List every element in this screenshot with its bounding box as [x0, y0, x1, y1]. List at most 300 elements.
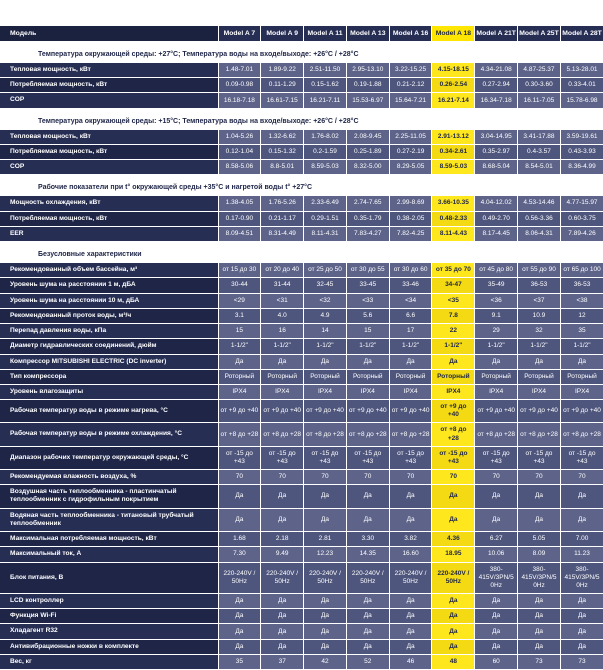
spec-value-cell: 3.82: [389, 532, 432, 547]
spec-value-cell: 3.30: [346, 532, 389, 547]
table-row: [0, 339, 603, 354]
row-label: Потребляемая мощность, кВт: [0, 144, 218, 159]
row-label: Рабочая температур воды в режиме охлаждения, °C: [0, 423, 218, 446]
spec-value-cell: 2.81: [304, 532, 347, 547]
spec-value-cell-highlighted: Да: [432, 485, 475, 508]
spec-value-cell: 8.17-4.45: [475, 226, 518, 241]
spec-value-cell: 8.06-4.31: [518, 226, 561, 241]
spec-value-cell: Да: [518, 593, 561, 608]
spec-value-cell: 2.08-9.45: [346, 130, 389, 145]
spec-value-cell: 2.95-13.10: [346, 63, 389, 78]
spec-value-cell: 4.04-12.02: [475, 196, 518, 211]
spec-value-cell: Да: [389, 639, 432, 654]
row-label: Перепад давления воды, кПа: [0, 324, 218, 339]
spec-value-cell: <29: [218, 293, 261, 308]
row-label: Максимальная потребляемая мощность, кВт: [0, 532, 218, 547]
spec-value-cell-highlighted: 18.95: [432, 547, 475, 562]
spec-value-cell: 37: [261, 654, 304, 669]
spec-value-cell: 0.38-2.05: [389, 211, 432, 226]
spec-value-cell: 8.59-5.03: [304, 160, 347, 175]
spec-value-cell: 220-240V / 50Hz: [304, 562, 347, 593]
table-row: [0, 160, 603, 175]
table-row: [0, 593, 603, 608]
table-row: [0, 609, 603, 624]
section-title-row: [0, 175, 603, 197]
row-label: COP: [0, 93, 218, 108]
table-row: [0, 63, 603, 78]
spec-value-cell: 6.6: [389, 308, 432, 323]
spec-value-cell: Роторный: [346, 369, 389, 384]
spec-value-cell: Да: [389, 354, 432, 369]
table-row: [0, 369, 603, 384]
spec-value-cell: 0.19-1.88: [346, 78, 389, 93]
spec-value-cell: 1.68: [218, 532, 261, 547]
table-row: [0, 654, 603, 669]
spec-value-cell: 5.13-28.01: [560, 63, 603, 78]
spec-value-cell: 1-1/2": [560, 339, 603, 354]
spec-value-cell-highlighted: 16.21-7.14: [432, 93, 475, 108]
spec-value-cell: IPX4: [261, 384, 304, 399]
spec-value-cell: 4.77-15.97: [560, 196, 603, 211]
spec-value-cell: 1.89-9.22: [261, 63, 304, 78]
spec-value-cell: Да: [389, 624, 432, 639]
row-label: Уровень шума на расстоянии 1 м, дБА: [0, 278, 218, 293]
spec-value-cell: 70: [518, 469, 561, 484]
spec-value-cell: 1.76-8.02: [304, 130, 347, 145]
spec-value-cell: <38: [560, 293, 603, 308]
spec-value-cell: 16.60: [389, 547, 432, 562]
spec-value-cell: IPX4: [560, 384, 603, 399]
spec-value-cell: 8.09-4.51: [218, 226, 261, 241]
spec-value-cell: IPX4: [218, 384, 261, 399]
spec-value-cell: Да: [304, 624, 347, 639]
spec-value-cell-highlighted: 48: [432, 654, 475, 669]
spec-value-cell: Да: [475, 639, 518, 654]
spec-value-cell: 7.00: [560, 532, 603, 547]
spec-value-cell: 12: [560, 308, 603, 323]
spec-value-cell: Да: [304, 508, 347, 531]
model-header: Model A 13: [346, 26, 389, 42]
spec-value-cell-highlighted: 2.91-13.12: [432, 130, 475, 145]
spec-value-cell: 5.6: [346, 308, 389, 323]
spec-value-cell: 36-53: [560, 278, 603, 293]
spec-value-cell: от -15 до +43: [518, 446, 561, 469]
spec-value-cell: Да: [560, 609, 603, 624]
table-row: [0, 562, 603, 593]
spec-value-cell: Да: [304, 593, 347, 608]
spec-value-cell: 1-1/2": [346, 339, 389, 354]
row-label: Мощность охлаждения, кВт: [0, 196, 218, 211]
model-header: Model A 25T: [518, 26, 561, 42]
spec-value-cell: 380-415V/3PN/50Hz: [518, 562, 561, 593]
row-label: Уровень влагозащиты: [0, 384, 218, 399]
spec-value-cell: Да: [475, 508, 518, 531]
spec-value-cell-highlighted: от -15 до +43: [432, 446, 475, 469]
spec-value-cell: Да: [518, 485, 561, 508]
spec-value-cell: Да: [218, 624, 261, 639]
spec-value-cell: Роторный: [218, 369, 261, 384]
spec-value-cell: 70: [304, 469, 347, 484]
spec-value-cell: Роторный: [261, 369, 304, 384]
spec-value-cell: 4.87-25.37: [518, 63, 561, 78]
row-label: Блок питания, В: [0, 562, 218, 593]
spec-value-cell: 1-1/2": [304, 339, 347, 354]
spec-value-cell: 8.58-5.06: [218, 160, 261, 175]
section-title: Рабочие показатели при t° окружающей среды +35°C и нагретой воды t° +27°C: [0, 175, 603, 197]
spec-value-cell: Да: [261, 593, 304, 608]
spec-value-cell: 33-45: [346, 278, 389, 293]
spec-value-cell-highlighted: 8.11-4.43: [432, 226, 475, 241]
row-label: Водяная часть теплообменника - титановый трубчатый теплообменник: [0, 508, 218, 531]
spec-value-cell: 2.99-8.69: [389, 196, 432, 211]
spec-value-cell: 16: [261, 324, 304, 339]
table-row: [0, 293, 603, 308]
spec-value-cell: 2.18: [261, 532, 304, 547]
spec-value-cell: от 65 до 100: [560, 263, 603, 278]
row-label: Функция Wi-Fi: [0, 609, 218, 624]
row-label: Диаметр гидравлических соединений, дюйм: [0, 339, 218, 354]
spec-value-cell: 15.53-6.97: [346, 93, 389, 108]
spec-table-body: [0, 26, 603, 670]
spec-value-cell: 0.2-1.59: [304, 144, 347, 159]
spec-value-cell: Да: [389, 609, 432, 624]
model-header: Model A 11: [304, 26, 347, 42]
spec-value-cell: Да: [475, 624, 518, 639]
spec-value-cell: 1-1/2": [261, 339, 304, 354]
spec-value-cell: от +8 до +28: [389, 423, 432, 446]
spec-value-cell: 2.51-11.50: [304, 63, 347, 78]
row-label: Максимальный ток, А: [0, 547, 218, 562]
spec-value-cell: 32: [518, 324, 561, 339]
spec-value-cell: Да: [218, 639, 261, 654]
row-label: Тип компрессора: [0, 369, 218, 384]
spec-value-cell: Да: [346, 609, 389, 624]
spec-value-cell: 4.9: [304, 308, 347, 323]
row-label: EER: [0, 226, 218, 241]
spec-value-cell: 70: [218, 469, 261, 484]
table-row: [0, 93, 603, 108]
spec-value-cell-highlighted: Да: [432, 639, 475, 654]
spec-value-cell: 380-415V/3PN/50Hz: [560, 562, 603, 593]
spec-value-cell: 15: [346, 324, 389, 339]
spec-value-cell: <31: [261, 293, 304, 308]
spec-value-cell: 0.21-1.17: [261, 211, 304, 226]
spec-value-cell: 4.34-21.08: [475, 63, 518, 78]
spec-value-cell: 2.33-6.49: [304, 196, 347, 211]
spec-value-cell: 7.89-4.26: [560, 226, 603, 241]
spec-value-cell: 0.25-1.89: [346, 144, 389, 159]
spec-value-cell: 220-240V / 50Hz: [261, 562, 304, 593]
spec-value-cell: 8.09: [518, 547, 561, 562]
row-label: Тепловая мощность, кВт: [0, 130, 218, 145]
spec-value-cell: 1.48-7.01: [218, 63, 261, 78]
spec-value-cell: 2.74-7.65: [346, 196, 389, 211]
spec-value-cell-highlighted: 70: [432, 469, 475, 484]
spec-value-cell: Да: [346, 639, 389, 654]
spec-value-cell: 0.56-3.36: [518, 211, 561, 226]
spec-value-cell: Да: [518, 624, 561, 639]
spec-value-cell: 2.25-11.05: [389, 130, 432, 145]
spec-value-cell: 1-1/2": [518, 339, 561, 354]
table-row: [0, 446, 603, 469]
spec-value-cell: Да: [304, 354, 347, 369]
table-row: [0, 547, 603, 562]
spec-value-cell: IPX4: [389, 384, 432, 399]
spec-value-cell: 1.76-5.26: [261, 196, 304, 211]
spec-value-cell: 0.60-3.75: [560, 211, 603, 226]
spec-value-cell-highlighted: Роторный: [432, 369, 475, 384]
spec-value-cell: Да: [518, 354, 561, 369]
spec-value-cell: от +8 до +28: [304, 423, 347, 446]
row-label: Вес, кг: [0, 654, 218, 669]
spec-value-cell: Да: [518, 609, 561, 624]
spec-value-cell: 46: [389, 654, 432, 669]
spec-value-cell: от +9 до +40: [346, 400, 389, 423]
spec-value-cell: IPX4: [518, 384, 561, 399]
spec-value-cell: Роторный: [304, 369, 347, 384]
spec-value-cell: 30-44: [218, 278, 261, 293]
spec-value-cell-highlighted: от 35 до 70: [432, 263, 475, 278]
spec-value-cell-highlighted: 34-47: [432, 278, 475, 293]
models-header-row: [0, 26, 603, 42]
row-label: Воздушная часть теплообменника - пластинчатый теплообменник с гидрофильным покрытием: [0, 485, 218, 508]
row-label: Рабочая температур воды в режиме нагрева, °C: [0, 400, 218, 423]
spec-value-cell: Да: [475, 354, 518, 369]
table-row: [0, 278, 603, 293]
spec-value-cell-highlighted: 0.26-2.54: [432, 78, 475, 93]
spec-value-cell: 0.43-3.93: [560, 144, 603, 159]
spec-value-cell: 8.11-4.31: [304, 226, 347, 241]
spec-value-cell-highlighted: 7.8: [432, 308, 475, 323]
spec-value-cell-highlighted: 4.15-18.15: [432, 63, 475, 78]
row-label: Диапазон рабочих температур окружающей среды, °C: [0, 446, 218, 469]
spec-value-cell-highlighted: Да: [432, 593, 475, 608]
spec-value-cell: 14.35: [346, 547, 389, 562]
spec-value-cell: 52: [346, 654, 389, 669]
spec-value-cell: от 20 до 40: [261, 263, 304, 278]
table-row: [0, 354, 603, 369]
spec-value-cell: от +8 до +28: [218, 423, 261, 446]
spec-value-cell: от +9 до +40: [389, 400, 432, 423]
spec-value-cell: 0.27-2.19: [389, 144, 432, 159]
spec-value-cell: от -15 до +43: [475, 446, 518, 469]
spec-value-cell: Да: [261, 354, 304, 369]
spec-value-cell: 8.31-4.49: [261, 226, 304, 241]
section-title-row: [0, 242, 603, 264]
spec-value-cell-highlighted: от +8 до +28: [432, 423, 475, 446]
table-row: [0, 263, 603, 278]
spec-value-cell: 10.06: [475, 547, 518, 562]
spec-value-cell: Да: [304, 639, 347, 654]
spec-value-cell: 73: [518, 654, 561, 669]
row-label: Антивибрационные ножки в комплекте: [0, 639, 218, 654]
spec-value-cell: Да: [261, 624, 304, 639]
spec-value-cell: Да: [560, 624, 603, 639]
spec-value-cell: от -15 до +43: [346, 446, 389, 469]
spec-value-cell-highlighted: Да: [432, 624, 475, 639]
spec-value-cell: от 45 до 80: [475, 263, 518, 278]
spec-value-cell: Да: [560, 639, 603, 654]
spec-value-cell: от +9 до +40: [475, 400, 518, 423]
spec-value-cell: Да: [218, 508, 261, 531]
spec-value-cell: Да: [261, 639, 304, 654]
spec-value-cell: 0.29-1.51: [304, 211, 347, 226]
spec-value-cell: 35: [560, 324, 603, 339]
spec-value-cell: от +9 до +40: [560, 400, 603, 423]
spec-value-cell: от +8 до +28: [261, 423, 304, 446]
spec-value-cell: 15: [218, 324, 261, 339]
spec-value-cell: 0.4-3.57: [518, 144, 561, 159]
spec-value-cell: 15.64-7.21: [389, 93, 432, 108]
spec-value-cell: 1.32-6.62: [261, 130, 304, 145]
spec-value-cell: 9.49: [261, 547, 304, 562]
spec-value-cell: Роторный: [560, 369, 603, 384]
spec-value-cell-highlighted: 3.66-10.35: [432, 196, 475, 211]
spec-value-cell: 29: [475, 324, 518, 339]
spec-value-cell: 15.78-6.98: [560, 93, 603, 108]
spec-value-cell: Да: [304, 485, 347, 508]
row-label: Компрессор MITSUBISHI ELECTRIC (DC inverter): [0, 354, 218, 369]
spec-value-cell-highlighted: 8.59-5.03: [432, 160, 475, 175]
spec-value-cell: 8.29-5.05: [389, 160, 432, 175]
row-label: Потребляемая мощность, кВт: [0, 211, 218, 226]
section-title: Безусловные характеристики: [0, 242, 603, 264]
spec-value-cell: Да: [346, 624, 389, 639]
spec-value-cell: от -15 до +43: [218, 446, 261, 469]
spec-value-cell: 220-240V / 50Hz: [218, 562, 261, 593]
spec-value-cell: 0.30-3.60: [518, 78, 561, 93]
spec-value-cell: Да: [304, 609, 347, 624]
spec-value-cell: 0.09-0.98: [218, 78, 261, 93]
row-label: Тепловая мощность, кВт: [0, 63, 218, 78]
spec-value-cell: Да: [560, 593, 603, 608]
spec-value-cell: 1.38-4.05: [218, 196, 261, 211]
spec-value-cell: 16.11-7.05: [518, 93, 561, 108]
spec-value-cell-highlighted: 220-240V / 50Hz: [432, 562, 475, 593]
spec-value-cell: от -15 до +43: [560, 446, 603, 469]
spec-value-cell: 7.82-4.25: [389, 226, 432, 241]
spec-value-cell: Да: [261, 609, 304, 624]
spec-value-cell: 0.27-2.94: [475, 78, 518, 93]
spec-value-cell: 16.61-7.15: [261, 93, 304, 108]
spec-value-cell: 220-240V / 50Hz: [389, 562, 432, 593]
spec-value-cell: 3.59-19.61: [560, 130, 603, 145]
model-header: Model A 21T: [475, 26, 518, 42]
spec-value-cell: 8.68-5.04: [475, 160, 518, 175]
spec-value-cell: от 30 до 60: [389, 263, 432, 278]
models-header-label: Модель: [0, 26, 218, 42]
spec-value-cell: <34: [389, 293, 432, 308]
spec-value-cell: 0.49-2.70: [475, 211, 518, 226]
spec-value-cell: 70: [389, 469, 432, 484]
model-header: Model A 9: [261, 26, 304, 42]
spec-value-cell: от +9 до +40: [261, 400, 304, 423]
spec-value-cell: 0.35-2.97: [475, 144, 518, 159]
spec-value-cell: от +8 до +28: [560, 423, 603, 446]
spec-value-cell: Роторный: [389, 369, 432, 384]
spec-value-cell: 0.12-1.04: [218, 144, 261, 159]
spec-value-cell: 73: [560, 654, 603, 669]
spec-value-cell: 11.23: [560, 547, 603, 562]
spec-value-cell: от +9 до +40: [304, 400, 347, 423]
table-row: [0, 211, 603, 226]
spec-value-cell: Да: [560, 354, 603, 369]
spec-value-cell-highlighted: IPX4: [432, 384, 475, 399]
spec-value-cell: Да: [389, 593, 432, 608]
table-row: [0, 485, 603, 508]
model-header: Model A 7: [218, 26, 261, 42]
spec-value-cell: 0.33-4.01: [560, 78, 603, 93]
spec-value-cell: Да: [218, 485, 261, 508]
row-label: Рекомендуемая влажность воздуха, %: [0, 469, 218, 484]
spec-value-cell: 16.21-7.11: [304, 93, 347, 108]
spec-value-cell: Да: [518, 639, 561, 654]
table-row: [0, 508, 603, 531]
spec-value-cell: Да: [261, 508, 304, 531]
spec-value-cell: <33: [346, 293, 389, 308]
spec-value-cell: 4.53-14.46: [518, 196, 561, 211]
spec-value-cell: Роторный: [475, 369, 518, 384]
spec-value-cell: Да: [218, 593, 261, 608]
spec-value-cell-highlighted: 0.34-2.61: [432, 144, 475, 159]
spec-value-cell: 0.11-1.29: [261, 78, 304, 93]
spec-value-cell: Да: [346, 485, 389, 508]
model-header-highlighted: Model A 18: [432, 26, 475, 42]
spec-value-cell: 3.41-17.88: [518, 130, 561, 145]
spec-value-cell: от +8 до +28: [475, 423, 518, 446]
table-row: [0, 384, 603, 399]
spec-value-cell: 220-240V / 50Hz: [346, 562, 389, 593]
table-row: [0, 130, 603, 145]
spec-value-cell: 0.15-1.32: [261, 144, 304, 159]
spec-value-cell: 16.18-7.18: [218, 93, 261, 108]
spec-value-cell-highlighted: 1-1/2": [432, 339, 475, 354]
spec-value-cell: 60: [475, 654, 518, 669]
spec-value-cell: 70: [560, 469, 603, 484]
spec-value-cell: 12.23: [304, 547, 347, 562]
spec-value-cell-highlighted: Да: [432, 354, 475, 369]
spec-value-cell-highlighted: Да: [432, 609, 475, 624]
spec-value-cell: <32: [304, 293, 347, 308]
spec-value-cell: 70: [261, 469, 304, 484]
spec-value-cell: 9.1: [475, 308, 518, 323]
spec-value-cell: 14: [304, 324, 347, 339]
spec-value-cell: 3.22-15.25: [389, 63, 432, 78]
model-header: Model A 16: [389, 26, 432, 42]
row-label: LCD контроллер: [0, 593, 218, 608]
spec-value-cell: IPX4: [304, 384, 347, 399]
spec-value-cell: IPX4: [475, 384, 518, 399]
spec-value-cell: 4.0: [261, 308, 304, 323]
spec-value-cell: 0.21-2.12: [389, 78, 432, 93]
spec-value-cell-highlighted: 0.48-2.33: [432, 211, 475, 226]
spec-value-cell: 35-49: [475, 278, 518, 293]
table-row: [0, 308, 603, 323]
spec-value-cell: Да: [560, 485, 603, 508]
section-title: Температура окружающей среды: +15°C; Температура воды на входе/выходе: +26°C / +28°C: [0, 108, 603, 130]
spec-value-cell: 8.32-5.00: [346, 160, 389, 175]
spec-value-cell: от +9 до +40: [218, 400, 261, 423]
spec-value-cell: 32-45: [304, 278, 347, 293]
table-row: [0, 78, 603, 93]
table-row: [0, 324, 603, 339]
spec-table: [0, 26, 603, 670]
table-row: [0, 226, 603, 241]
row-label: Рекомендованный объем бассейна, м³: [0, 263, 218, 278]
spec-value-cell: 36-53: [518, 278, 561, 293]
spec-value-cell: от 25 до 50: [304, 263, 347, 278]
spec-value-cell: от -15 до +43: [389, 446, 432, 469]
